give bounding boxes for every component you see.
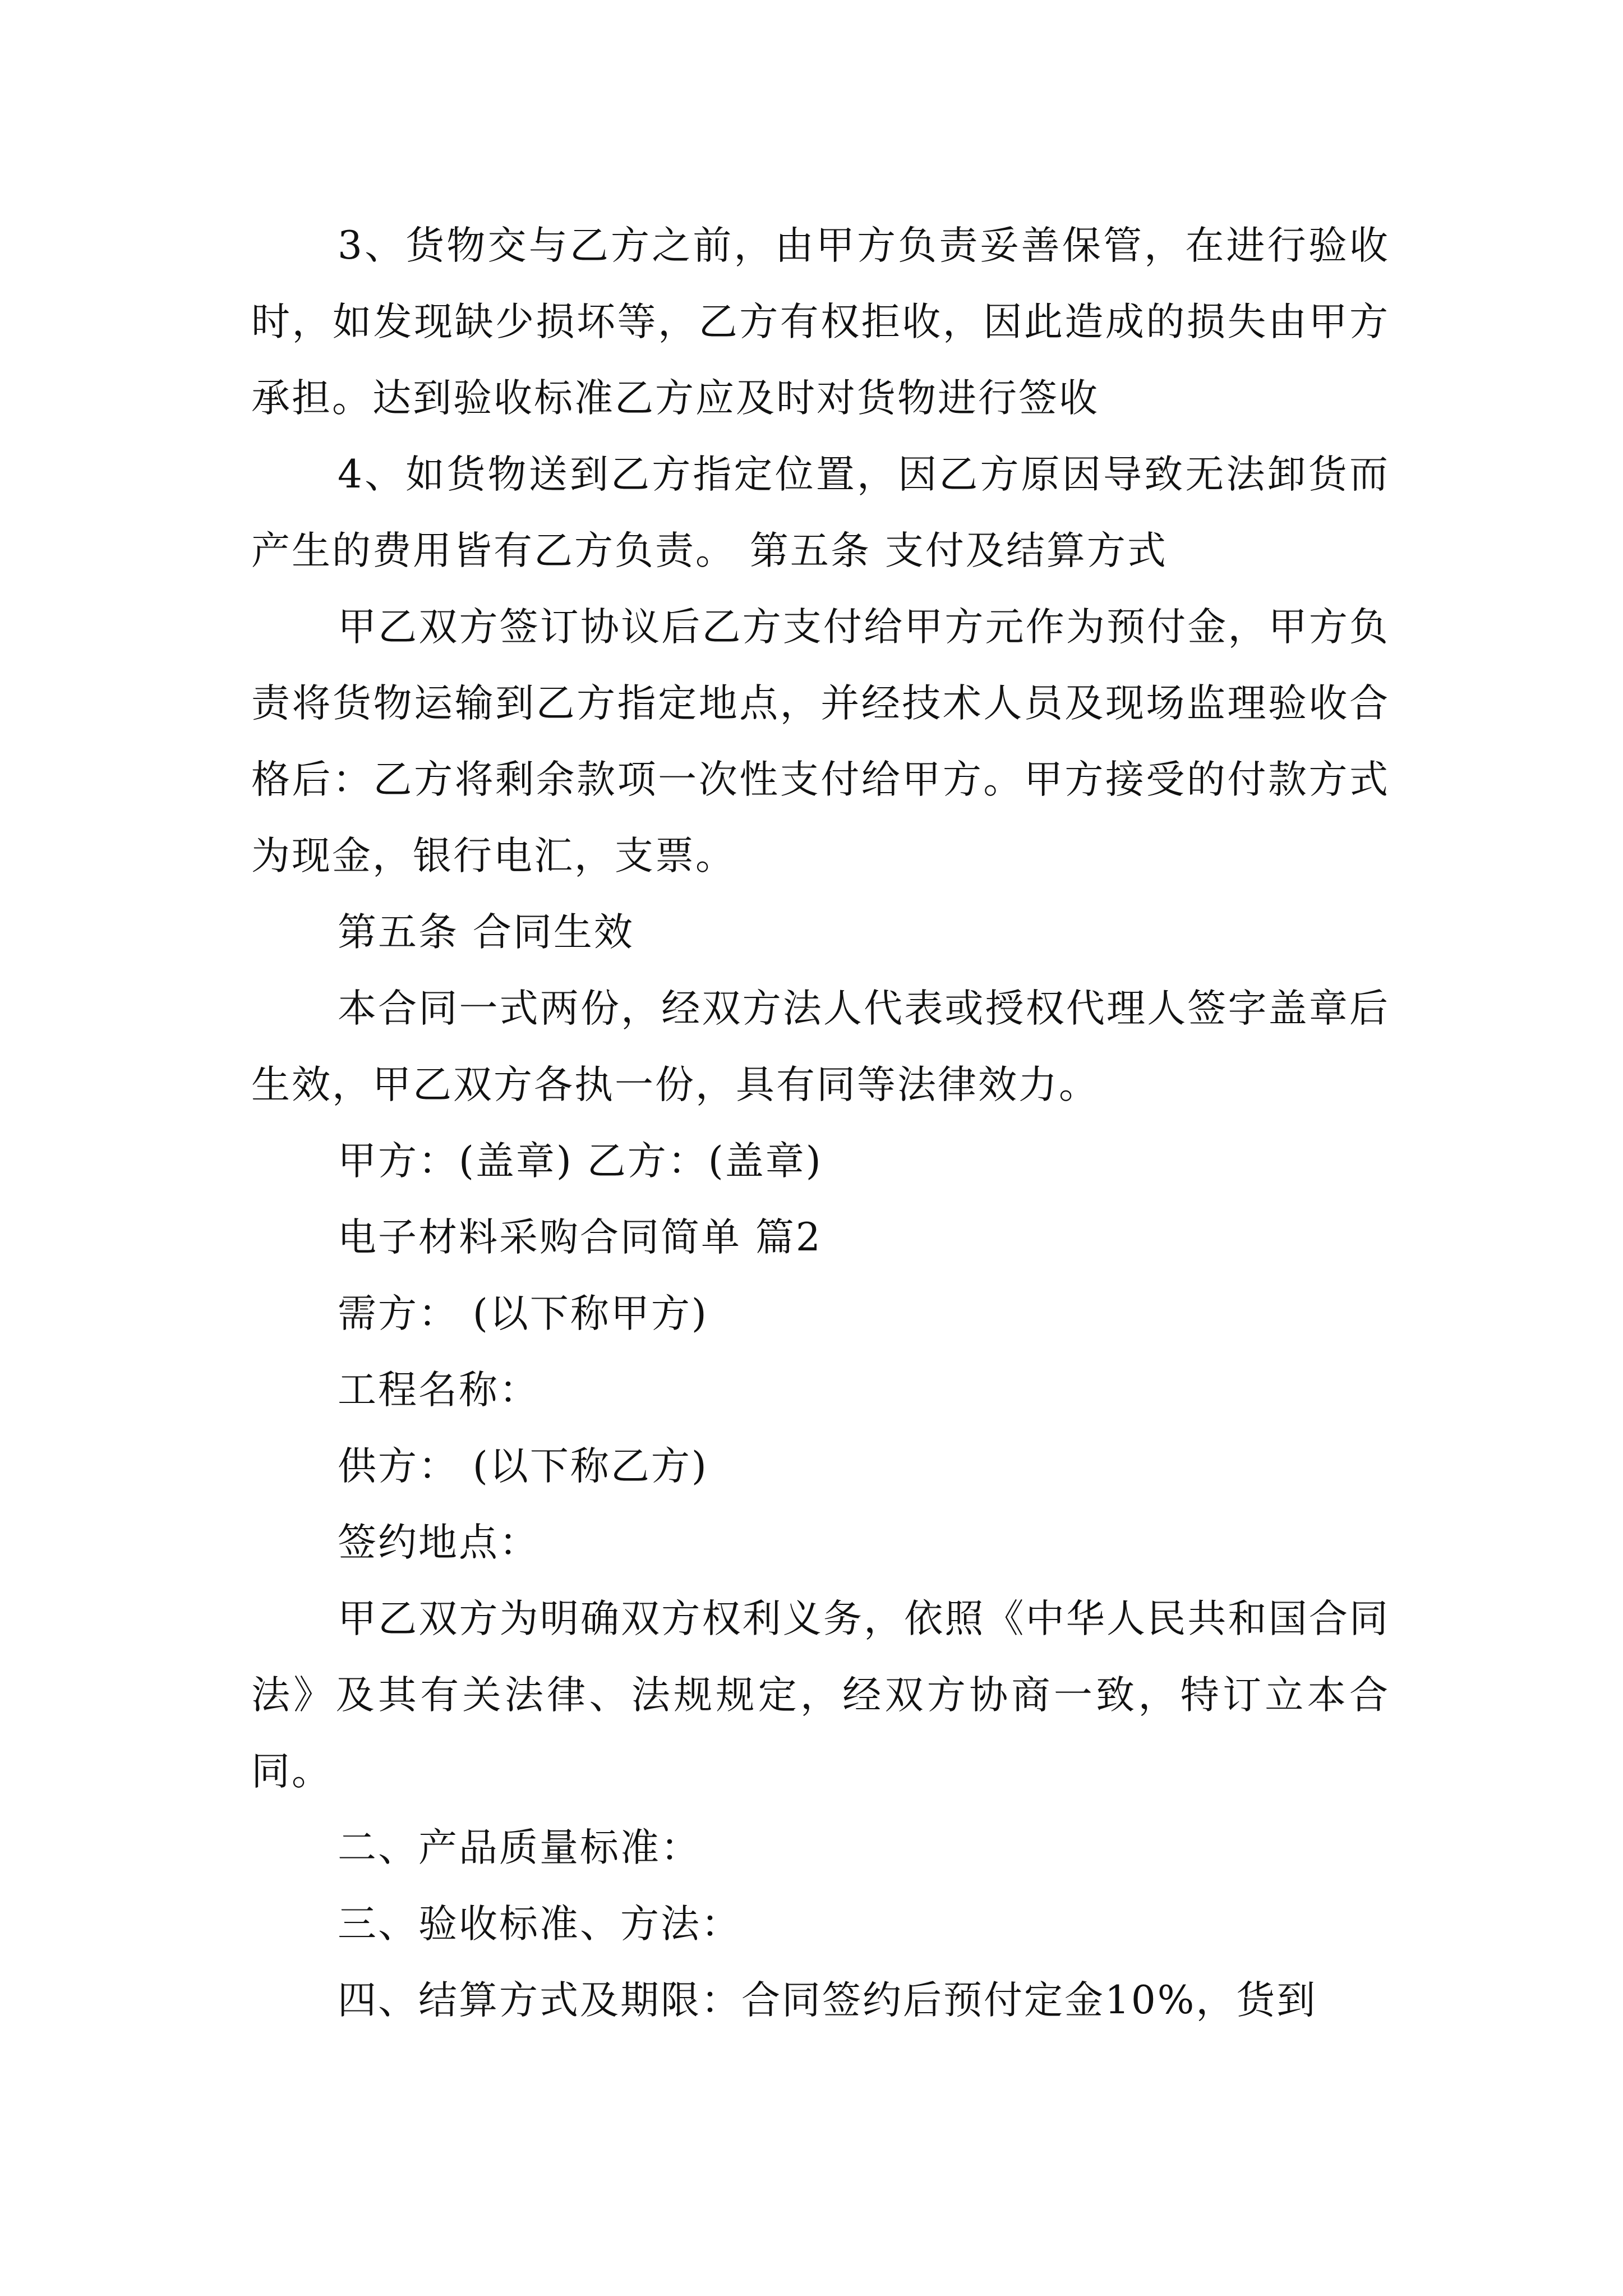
- acceptance-standard-heading: 三、验收标准、方法：: [338, 1902, 741, 1947]
- seal-line: 甲方：(盖章) 乙方：(盖章): [338, 1139, 823, 1184]
- project-name-line: 工程名称：: [338, 1368, 540, 1412]
- clause-4-unloading-paragraph: 4、如货物送到乙方指定位置，因乙方原因导致无法卸货而产生的费用皆有乙方负责。 第五条 支付及结算方式: [251, 452, 1390, 573]
- payment-terms-paragraph: 甲乙双方签订协议后乙方支付给甲方元作为预付金，甲方负责将货物运输到乙方指定地点，并经技术人员及现场监理验收合格后：乙方将剩余款项一次性支付给甲方。甲方接受的付款方式为现金，银行电汇，支票。: [251, 605, 1390, 878]
- contract-effect-paragraph: 本合同一式两份，经双方法人代表或授权代理人签字盖章后生效，甲乙双方各执一份，具有同等法律效力。: [251, 986, 1390, 1107]
- article-5-heading: 第五条 合同生效: [338, 910, 634, 955]
- document-body: [251, 208, 1390, 2039]
- buyer-line: 需方： (以下称甲方): [338, 1291, 708, 1336]
- settlement-terms-paragraph: 四、结算方式及期限：合同签约后预付定金10%，货到: [338, 1978, 1317, 2023]
- contract-preamble-paragraph: 甲乙双方为明确双方权利义务，依照《中华人民共和国合同法》及其有关法律、法规规定，经双方协商一致，特订立本合同。: [251, 1596, 1390, 1794]
- signing-place-line: 签约地点：: [338, 1520, 540, 1565]
- clause-3-storage-paragraph: 3、货物交与乙方之前，由甲方负责妥善保管，在进行验收时，如发现缺少损坏等，乙方有权拒收，因此造成的损失由甲方承担。达到验收标准乙方应及时对货物进行签收: [251, 223, 1390, 421]
- quality-standard-heading: 二、产品质量标准：: [338, 1825, 701, 1870]
- supplier-line: 供方： (以下称乙方): [338, 1444, 708, 1489]
- section-title-part-2: 电子材料采购合同简单 篇2: [338, 1215, 822, 1260]
